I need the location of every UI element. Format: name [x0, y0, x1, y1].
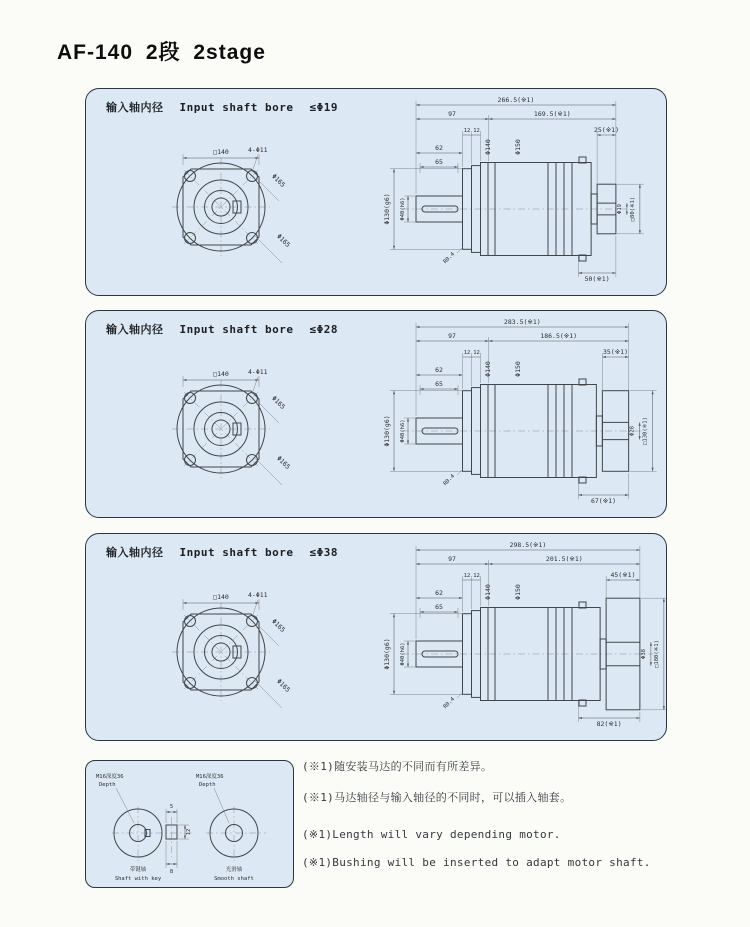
panel-input-shaft-bore-38: [85, 533, 667, 741]
panel-header-bore: ≤Φ19: [309, 101, 338, 114]
dim-square-label: □140: [213, 593, 229, 601]
shaft-types-drawing: [86, 761, 290, 884]
dim-fillet-label: R0.4: [442, 251, 457, 266]
dim-out-shaft-label: Φ40(h6): [400, 197, 406, 221]
dim-overall-label: 266.5(※1): [497, 96, 535, 104]
dim-holes-label: 4-Φ11: [248, 368, 268, 376]
dim-seg-a-label: 12: [463, 128, 471, 134]
dim-bolt-circle-label: Φ165: [270, 617, 287, 634]
side-view: [383, 96, 644, 283]
dim-front-label: 97: [448, 332, 456, 340]
front-view: [172, 591, 292, 708]
panel-header-cn: 输入轴内径: [106, 101, 164, 114]
dim-overall-label: 283.5(※1): [503, 318, 541, 326]
dim-bolt-circle-label: Φ165: [270, 172, 287, 189]
panel-header: [106, 544, 354, 560]
dim-rear-label: 201.5(※1): [545, 555, 583, 563]
panel-header-en: Input shaft bore: [179, 323, 294, 336]
dim-fillet-label: R0.4: [442, 696, 457, 711]
dim-65-label: 65: [435, 603, 443, 611]
dim-flange-label: □130(※1): [642, 417, 649, 445]
dim-rear-label: 186.5(※1): [540, 332, 578, 340]
dim-62-label: 62: [435, 366, 443, 374]
dim-140-label: Φ140: [484, 361, 492, 377]
right-caption-en: Smooth shaft: [214, 876, 254, 882]
notes: [302, 758, 732, 884]
dim-out-shaft-label: Φ40(h6): [400, 642, 406, 666]
right-caption-cn: 光滑轴: [225, 867, 243, 873]
dim-square-label: □140: [213, 370, 229, 378]
note-cn-2: (※1)马达轴径与输入轴径的不同时，可以插入轴套。: [302, 791, 572, 804]
front-view: [172, 146, 292, 263]
dim-65-label: 65: [435, 380, 443, 388]
panel-input-shaft-bore-28: [85, 310, 667, 518]
dim-seg-b-label: 12: [473, 128, 480, 134]
tap-right-cn: M16深度36: [196, 774, 224, 780]
dim-bore-label: Φ19: [616, 204, 623, 214]
dim-pilot-label: Φ130(g6): [383, 193, 391, 225]
key-len-label: 8: [169, 869, 174, 875]
front-view: [172, 368, 292, 485]
dim-adapter-label: 25(※1): [593, 126, 620, 134]
note-en-2: (※1)Bushing will be inserted to adapt motor shaft.: [302, 856, 651, 869]
panel-header-cn: 输入轴内径: [106, 323, 164, 336]
panel-header-en: Input shaft bore: [179, 546, 294, 559]
dim-140-label: Φ140: [484, 584, 492, 600]
key-width-label: 5: [169, 804, 174, 810]
panel-header-bore: ≤Φ38: [309, 546, 338, 559]
shaft-types-box: [85, 760, 294, 888]
dim-front-label: 97: [448, 110, 456, 118]
dim-bore-label: Φ38: [640, 649, 647, 659]
dim-flange-label: □80(※1): [629, 196, 636, 222]
dim-tail-label: 67(※1): [590, 497, 617, 505]
dim-holes-label: 4-Φ11: [248, 591, 268, 599]
left-caption-cn: 带键轴: [129, 867, 147, 873]
left-caption-en: Shaft with key: [114, 876, 162, 882]
dim-seg-b-label: 12: [473, 573, 480, 579]
dim-flange-label: □180(※1): [653, 640, 660, 668]
dim-bolt-circle-label: Φ165: [270, 394, 287, 411]
engineering-drawing: [86, 534, 666, 738]
dim-body-dia-label: Φ165: [275, 232, 292, 249]
note-en-1: (※1)Length will vary depending motor.: [302, 828, 561, 841]
dim-rear-label: 169.5(※1): [533, 110, 571, 118]
note-cn-1: (※1)随安装马达的不同而有所差异。: [302, 760, 493, 773]
dim-150-label: Φ150: [514, 139, 522, 155]
dim-square-label: □140: [213, 148, 229, 156]
dim-tail-label: 82(※1): [596, 720, 622, 728]
dim-seg-a-label: 12: [463, 573, 471, 579]
dim-62-label: 62: [435, 144, 443, 152]
dim-body-dia-label: Φ165: [275, 677, 292, 694]
dim-140-label: Φ140: [484, 139, 492, 155]
dim-tail-label: 50(※1): [584, 275, 610, 283]
dim-seg-a-label: 12: [463, 350, 471, 356]
side-view: [383, 318, 657, 505]
page-title: AF-140 2段 2stage: [57, 41, 266, 64]
panel-header-cn: 输入轴内径: [106, 546, 164, 559]
key-height-label: 12: [186, 828, 192, 836]
dim-bore-label: Φ28: [629, 426, 636, 436]
dim-out-shaft-label: Φ40(h6): [400, 419, 406, 443]
dim-150-label: Φ150: [514, 584, 522, 600]
dim-pilot-label: Φ130(g6): [383, 638, 391, 670]
tap-right-en: Depth: [199, 782, 216, 788]
dim-front-label: 97: [448, 555, 456, 563]
dim-adapter-label: 45(※1): [610, 571, 636, 579]
panel-header-bore: ≤Φ28: [309, 323, 338, 336]
dim-fillet-label: R0.4: [442, 473, 457, 488]
panel-header: [106, 321, 354, 337]
dim-holes-label: 4-Φ11: [248, 146, 268, 154]
dim-body-dia-label: Φ165: [275, 454, 292, 471]
dim-seg-b-label: 12: [473, 350, 480, 356]
tap-left-cn: M16深度36: [96, 774, 124, 780]
engineering-drawing: [86, 89, 666, 293]
panel-input-shaft-bore-19: [85, 88, 667, 296]
engineering-drawing: [86, 311, 666, 515]
dim-150-label: Φ150: [514, 361, 522, 377]
side-view: [383, 541, 666, 728]
panel-header: [106, 99, 354, 115]
dim-65-label: 65: [435, 158, 443, 166]
panel-header-en: Input shaft bore: [179, 101, 294, 114]
dim-adapter-label: 35(※1): [602, 348, 629, 356]
dim-pilot-label: Φ130(g6): [383, 415, 391, 447]
dim-62-label: 62: [435, 589, 443, 597]
dim-overall-label: 298.5(※1): [509, 541, 547, 549]
tap-left-en: Depth: [99, 782, 116, 788]
